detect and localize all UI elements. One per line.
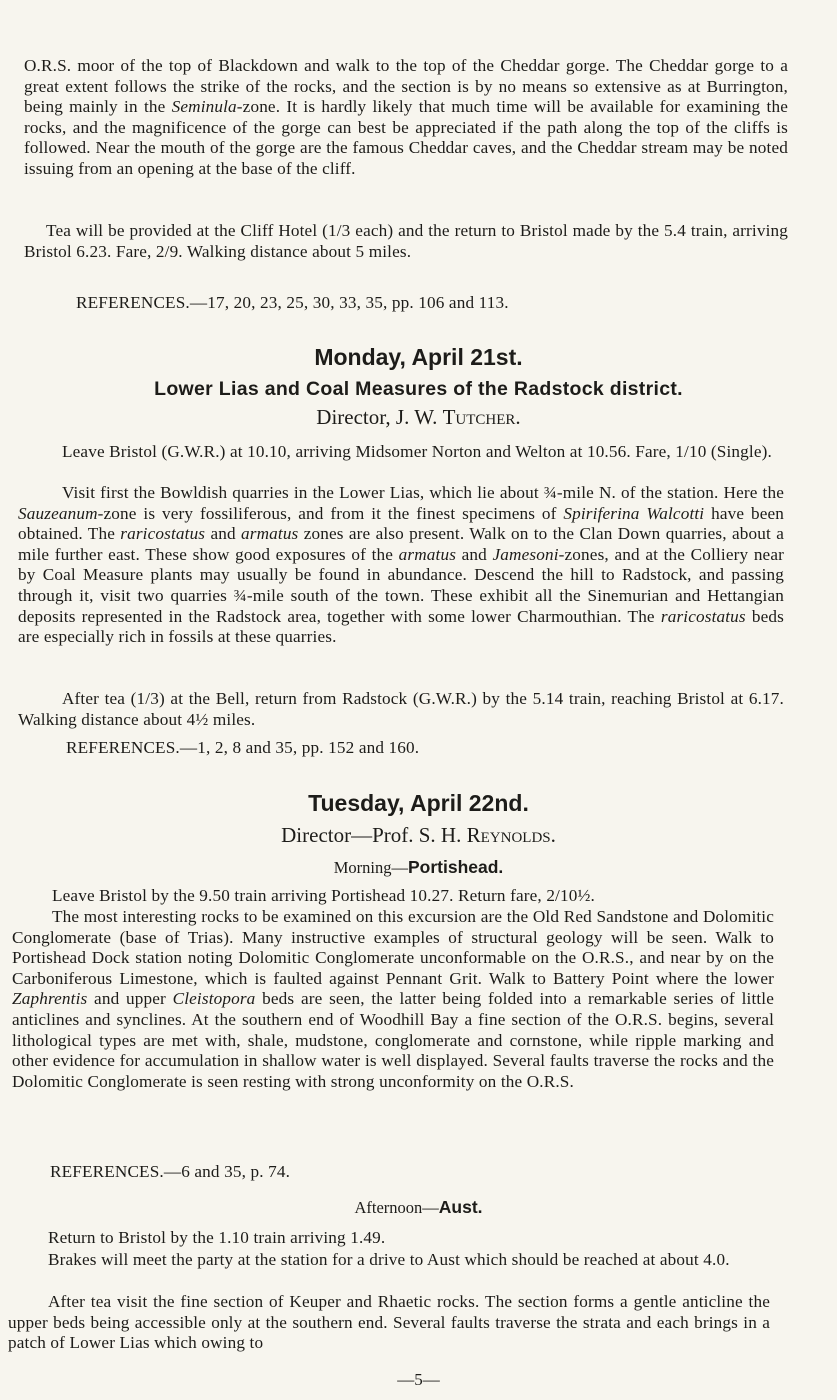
page-number: —5— (397, 1370, 440, 1389)
monday-director: Director, J. W. Tutcher. (316, 405, 521, 429)
afternoon-paragraph-2: Brakes will meet the party at the station for a drive to Aust which should be reached at about 4.0. (48, 1250, 730, 1269)
morning-subheading: Morning—Portishead. (333, 857, 504, 877)
monday-subheading: Lower Lias and Coal Measures of the Radstock district. (154, 378, 683, 400)
references-morning: REFERENCES.—6 and 35, p. 74. (50, 1162, 291, 1181)
tuesday-heading: Tuesday, April 22nd. (308, 790, 529, 816)
references-monday: REFERENCES.—1, 2, 8 and 35, pp. 152 and 160. (66, 738, 420, 757)
cheddar-paragraph: O.R.S. moor of the top of Blackdown and walk to the top of the Cheddar gorge. The Cheddar gorge to a great extent follows the strike of the rocks, and the section is by no means so extensive as at Burrington, being mainly in the Seminula-zone. It is hardly likely that much time will be available for examining the rocks, and the magnificence of the gorge can best be appreciated if the path along the top of the cliffs is followed. Near the mouth of the gorge are the famous Cheddar caves, and the Cheddar stream may be noted issuing from an opening at the base of the cliff. (24, 56, 788, 178)
references-intro: REFERENCES.—17, 20, 23, 25, 30, 33, 35, pp. 106 and 113. (76, 293, 509, 312)
afternoon-paragraph-3: After tea visit the fine section of Keuper and Rhaetic rocks. The section forms a gentle anticline the upper beds being accessible only at the southern end. Several faults traverse the strata and each brings in a patch of Lower Lias which owing to (8, 1292, 770, 1353)
tea-paragraph: Tea will be provided at the Cliff Hotel (1/3 each) and the return to Bristol made by the 5.4 train, arriving Bristol 6.23. Fare, 2/9. Walking distance about 5 miles. (24, 221, 788, 261)
tuesday-director: Director—Prof. S. H. Reynolds. (281, 823, 556, 847)
monday-paragraph-1: Leave Bristol (G.W.R.) at 10.10, arriving Midsomer Norton and Welton at 10.56. Fare, 1/10 (Single). (62, 442, 772, 461)
morning-paragraph-1: Leave Bristol by the 9.50 train arriving Portishead 10.27. Return fare, 2/10½. (52, 886, 595, 905)
monday-paragraph-2: Visit first the Bowldish quarries in the Lower Lias, which lie about ¾-mile N. of the station. Here the Sauzeanum-zone is very fossiliferous, and from it the finest specimens of Spiriferina Walcotti have been obtained. The raricostatus and armatus zones are also present. Walk on to the Clan Down quarries, about a mile further east. These show good exposures of the armatus and Jamesoni-zones, and at the Colliery near by Coal Measure plants may usually be found in abundance. Descend the hill to Radstock, and passing through it, visit two quarries ¾-mile south of the town. These exhibit all the Sinemurian and Hettangian deposits represented in the Radstock area, together with some lower Charmouthian. The raricostatus beds are especially rich in fossils at these quarries. (18, 483, 785, 647)
afternoon-paragraph-1: Return to Bristol by the 1.10 train arriving 1.49. (48, 1228, 386, 1247)
monday-paragraph-3: After tea (1/3) at the Bell, return from Radstock (G.W.R.) by the 5.14 train, reaching Bristol at 6.17. Walking distance about 4½ miles. (18, 689, 784, 729)
monday-heading: Monday, April 21st. (314, 344, 523, 370)
afternoon-subheading: Afternoon—Aust. (354, 1197, 483, 1217)
morning-paragraph-2: The most interesting rocks to be examined on this excursion are the Old Red Sandstone and Dolomitic Conglomerate (base of Trias). Many instructive examples of structural geology will be seen. Walk to Portishead Dock station noting Dolomitic Conglomerate unconformable on the O.R.S., and near by on the Carboniferous Limestone, which is faulted against Pennant Grit. Walk to Battery Point where the lower Zaphrentis and upper Cleistopora beds are seen, the latter being folded into a remarkable series of little anticlines and synclines. At the southern end of Woodhill Bay a fine section of the O.R.S. begins, several lithological types are met with, shale, mudstone, conglomerate and cornstone, while ripple marking and other evidence for accumulation in shallow water is well displayed. Several faults traverse the rocks and the Dolomitic Conglomerate is seen resting with strong unconformity on the O.R.S. (12, 907, 774, 1091)
